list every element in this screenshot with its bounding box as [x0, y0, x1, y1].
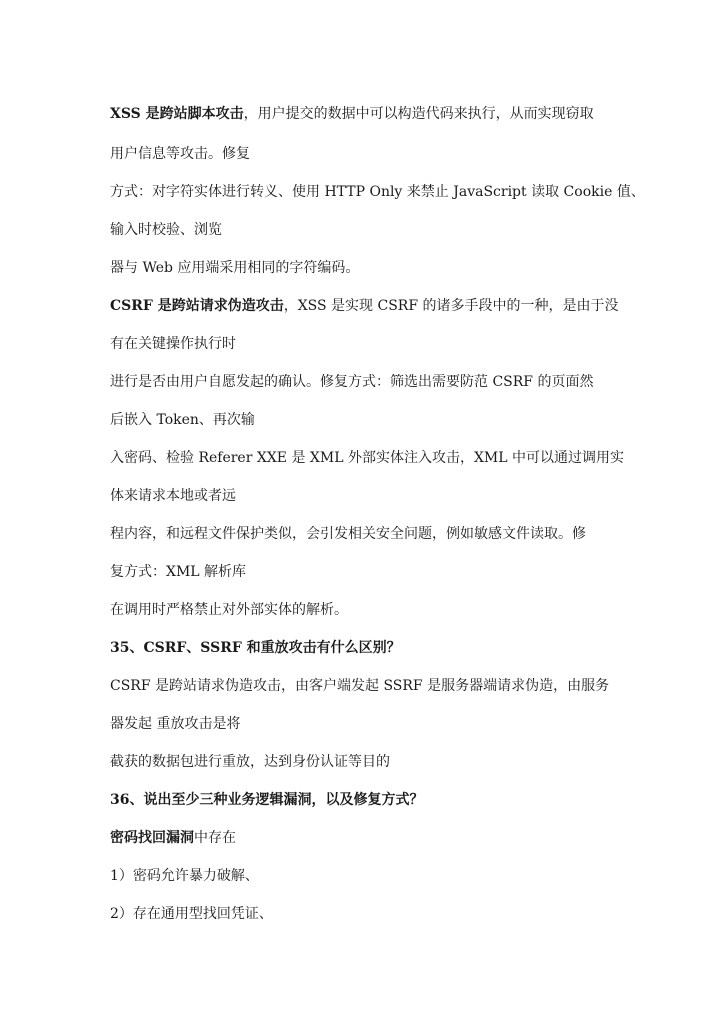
line-text: 复方式：XML 解析库 — [110, 564, 247, 580]
paragraph-line — [110, 562, 246, 582]
line-text: 截获的数据包进行重放，达到身份认证等目的 — [110, 754, 390, 770]
list-item — [110, 866, 259, 886]
paragraph-line — [110, 524, 586, 544]
line-text: CSRF 是跨站请求伪造攻击，由客户端发起 SSRF 是服务器端请求伪造，由服务 — [110, 678, 610, 694]
line-text: 2）存在通用型找回凭证、 — [110, 906, 273, 922]
paragraph-line — [110, 220, 222, 240]
line-text: 器发起 重放攻击是将 — [110, 716, 241, 732]
line-text: 有在关键操作执行时 — [110, 336, 236, 352]
line-text: 1）密码允许暴力破解、 — [110, 868, 259, 884]
bold-term: XSS 是跨站脚本攻击 — [110, 106, 244, 122]
paragraph-line — [110, 296, 619, 316]
line-text: 入密码、检验 Referer XXE 是 XML 外部实体注入攻击，XML 中可以通过调用实 — [110, 450, 625, 466]
bold-term: 36、说出至少三种业务逻辑漏洞，以及修复方式？ — [110, 792, 424, 808]
question-heading — [110, 638, 401, 658]
paragraph-line — [110, 372, 593, 392]
line-text: ，用户提交的数据中可以构造代码来执行，从而实现窃取 — [243, 106, 594, 122]
list-item — [110, 904, 273, 924]
paragraph-line — [110, 676, 609, 696]
line-text: 进行是否由用户自愿发起的确认。修复方式：筛选出需要防范 CSRF 的页面然 — [110, 374, 594, 390]
paragraph-line — [110, 600, 348, 620]
line-text: 体来请求本地或者远 — [110, 488, 236, 504]
line-text: 在调用时严格禁止对外部实体的解析。 — [110, 602, 348, 618]
paragraph-line — [110, 334, 236, 354]
line-text: 后嵌入 Token、再次输 — [110, 412, 255, 428]
paragraph-line — [110, 410, 255, 430]
bold-term: 35、CSRF、SSRF 和重放攻击有什么区别？ — [110, 640, 401, 656]
paragraph-line — [110, 486, 236, 506]
paragraph-line — [110, 144, 250, 164]
paragraph-line — [110, 828, 236, 848]
paragraph-line — [110, 714, 240, 734]
paragraph-line — [110, 752, 390, 772]
line-text: 用户信息等攻击。修复 — [110, 146, 250, 162]
paragraph-line — [110, 448, 624, 468]
paragraph-line — [110, 258, 359, 278]
bold-term: 密码找回漏洞 — [110, 830, 194, 846]
line-text: 器与 Web 应用端采用相同的字符编码。 — [110, 260, 360, 276]
paragraph-line — [110, 182, 645, 202]
bold-term: CSRF 是跨站请求伪造攻击 — [110, 298, 284, 314]
line-text: 中存在 — [194, 830, 236, 846]
paragraph-line — [110, 104, 594, 124]
line-text: ，XSS 是实现 CSRF 的诸多手段中的一种，是由于没 — [283, 298, 619, 314]
line-text: 程内容，和远程文件保护类似，会引发相关安全问题，例如敏感文件读取。修 — [110, 526, 586, 542]
line-text: 方式：对字符实体进行转义、使用 HTTP Only 来禁止 JavaScript 读取 Cookie 值、 — [110, 184, 645, 200]
question-heading — [110, 790, 423, 810]
line-text: 输入时校验、浏览 — [110, 222, 222, 238]
